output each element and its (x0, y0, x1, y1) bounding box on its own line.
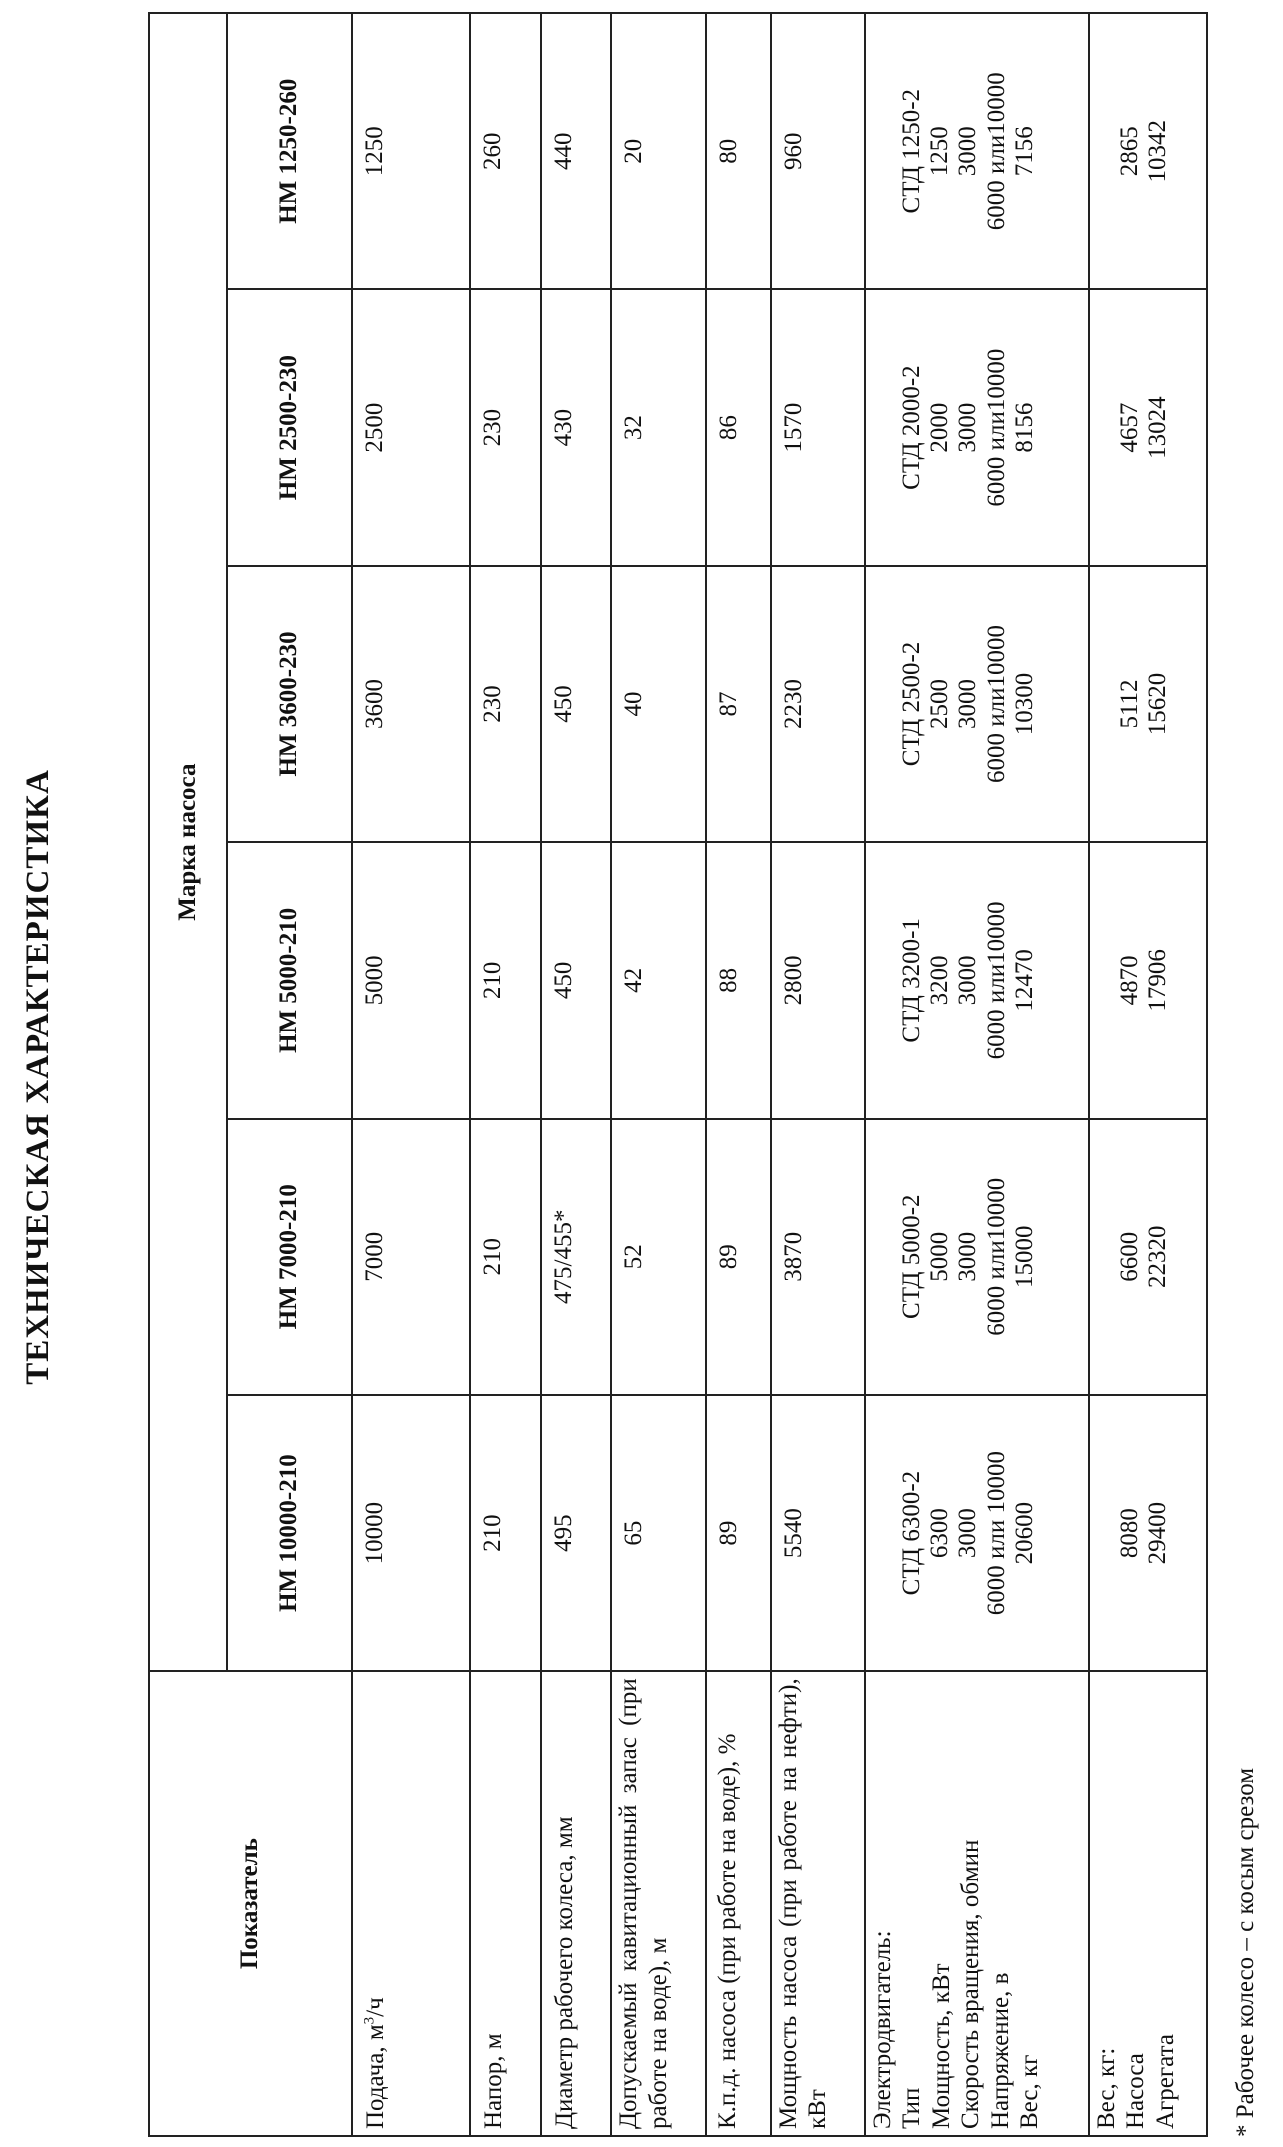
table-cell: 230 (470, 289, 541, 565)
motor-type: СТД 2000-2 (897, 365, 925, 490)
motor-weight: 20600 (1010, 1501, 1038, 1565)
weight-cell (1089, 566, 1207, 842)
table-row-motor (865, 13, 1089, 2136)
model-header: НМ 7000-210 (227, 1119, 352, 1395)
table-cell: 440 (541, 13, 612, 289)
model-header: НМ 10000-210 (227, 1395, 352, 1671)
table-row-weight (1089, 13, 1207, 2136)
table-cell: 430 (541, 289, 612, 565)
motor-cell (865, 1395, 1089, 1671)
weight-unit: 17906 (1144, 949, 1172, 1012)
motor-weight: 7156 (1010, 126, 1038, 177)
motor-speed: 3000 (954, 955, 982, 1006)
motor-power: 3200 (926, 955, 954, 1006)
table-row-efficiency (706, 13, 771, 2136)
table-cell: 5000 (352, 842, 470, 1118)
motor-speed: 3000 (954, 1231, 982, 1282)
motor-type: СТД 1250-2 (897, 88, 925, 214)
model-header: НМ 5000-210 (227, 842, 352, 1118)
motor-weight: 15000 (1010, 1225, 1038, 1288)
table-cell: 32 (611, 289, 705, 565)
row-label (1089, 1671, 1207, 2136)
motor-weight: 12470 (1010, 949, 1038, 1012)
label-sup: 3 (361, 2016, 378, 2025)
weight-pump: 8080 (1115, 1508, 1143, 1559)
motor-voltage: 6000 или10000 (982, 901, 1010, 1060)
weight-pump: 6600 (1115, 1231, 1143, 1282)
label-line: Мощность, кВт (927, 1963, 955, 2129)
motor-cell (865, 842, 1089, 1118)
weight-unit: 22320 (1144, 1225, 1172, 1288)
table-cell: 1250 (352, 13, 470, 289)
motor-weight: 8156 (1010, 402, 1038, 453)
motor-type: СТД 6300-2 (897, 1470, 925, 1596)
header-row-brand (149, 13, 227, 2136)
param-header: Показатель (149, 1671, 352, 2136)
table-cell: 960 (771, 13, 865, 289)
motor-voltage: 6000 или 10000 (982, 1450, 1010, 1616)
table-cell: 475/455* (541, 1119, 612, 1395)
motor-cell (865, 289, 1089, 565)
label-line: Тип (898, 2087, 926, 2129)
table-cell: 80 (706, 13, 771, 289)
label-line: Напряжение, в (986, 1972, 1014, 2129)
table-cell: 10000 (352, 1395, 470, 1671)
table-cell: 210 (470, 1395, 541, 1671)
motor-voltage: 6000 или10000 (982, 624, 1010, 783)
row-label (352, 1671, 470, 2136)
table-cell: 65 (611, 1395, 705, 1671)
label-text: Подача, м (361, 2024, 389, 2129)
table-cell: 86 (706, 289, 771, 565)
table-cell: 42 (611, 842, 705, 1118)
table-cell: 450 (541, 842, 612, 1118)
table-cell: 230 (470, 566, 541, 842)
table-cell: 3870 (771, 1119, 865, 1395)
motor-cell (865, 566, 1089, 842)
label-line: Скорость вращения, обмин (957, 1839, 985, 2129)
table-cell: 495 (541, 1395, 612, 1671)
weight-cell (1089, 1119, 1207, 1395)
motor-power: 2500 (926, 678, 954, 729)
weight-pump: 4870 (1115, 955, 1143, 1006)
motor-power: 6300 (926, 1508, 954, 1559)
motor-power: 5000 (926, 1231, 954, 1282)
label-line: Вес, кг (1016, 2054, 1044, 2129)
table-cell: 210 (470, 842, 541, 1118)
table-row-podacha (352, 13, 470, 2136)
motor-voltage: 6000 или10000 (982, 348, 1010, 507)
table-row-diameter (541, 13, 612, 2136)
table-cell: 89 (706, 1119, 771, 1395)
table-cell: 7000 (352, 1119, 470, 1395)
motor-weight: 10300 (1010, 672, 1038, 736)
table-cell: 87 (706, 566, 771, 842)
model-header: НМ 1250-260 (227, 13, 352, 289)
table-cell: 260 (470, 13, 541, 289)
motor-speed: 3000 (954, 678, 982, 729)
weight-pump: 2865 (1115, 126, 1143, 177)
motor-type: СТД 3200-1 (897, 918, 925, 1043)
weight-unit: 15620 (1144, 672, 1172, 736)
table-row-power (771, 13, 865, 2136)
table-cell: 1570 (771, 289, 865, 565)
table-cell: 40 (611, 566, 705, 842)
brand-header: Марка насоса (149, 13, 227, 1671)
row-label: Напор, м (470, 1671, 541, 2136)
table-cell: 450 (541, 566, 612, 842)
weight-cell (1089, 13, 1207, 289)
table-cell: 20 (611, 13, 705, 289)
label-line: Агрегата (1151, 2034, 1179, 2129)
motor-power: 2000 (926, 402, 954, 453)
table-cell: 52 (611, 1119, 705, 1395)
weight-unit: 29400 (1144, 1501, 1172, 1565)
weight-pump: 5112 (1115, 679, 1143, 729)
model-header: НМ 3600-230 (227, 566, 352, 842)
table-cell: 5540 (771, 1395, 865, 1671)
label-line: Насоса (1122, 2053, 1150, 2129)
weight-cell (1089, 1395, 1207, 1671)
table-cell: 88 (706, 842, 771, 1118)
weight-unit: 10342 (1144, 119, 1172, 183)
motor-speed: 3000 (954, 1508, 982, 1559)
motor-power: 1250 (926, 126, 954, 177)
row-label: Допускаемый кавитационный запас (при работе на воде), м (611, 1671, 705, 2136)
table-cell: 89 (706, 1395, 771, 1671)
motor-speed: 3000 (954, 402, 982, 453)
row-label: Диаметр рабочего колеса, мм (541, 1671, 612, 2136)
motor-type: СТД 5000-2 (897, 1194, 925, 1319)
table-row-napor (470, 13, 541, 2136)
spec-table (148, 12, 1208, 2137)
weight-unit: 13024 (1144, 396, 1172, 459)
motor-speed: 3000 (954, 126, 982, 177)
table-cell: 2230 (771, 566, 865, 842)
footnote: * Рабочее колесо – с косым срезом (1232, 1767, 1259, 2137)
motor-voltage: 6000 или10000 (982, 72, 1010, 231)
table-cell: 2500 (352, 289, 470, 565)
table-cell: 210 (470, 1119, 541, 1395)
page-title: ТЕХНИЧЕСКАЯ ХАРАКТЕРИСТИКА (20, 769, 56, 1385)
weight-cell (1089, 842, 1207, 1118)
row-label: К.п.д. насоса (при работе на воде), % (706, 1671, 771, 2136)
label-line: Электродвигатель: (868, 1930, 896, 2129)
table-cell: 2800 (771, 842, 865, 1118)
motor-cell (865, 1119, 1089, 1395)
weight-cell (1089, 289, 1207, 565)
motor-type: СТД 2500-2 (897, 641, 925, 767)
model-header: НМ 2500-230 (227, 289, 352, 565)
motor-cell (865, 13, 1089, 289)
table-row-cavitation (611, 13, 705, 2136)
weight-pump: 4657 (1115, 402, 1143, 453)
table-cell: 3600 (352, 566, 470, 842)
row-label: Мощность насоса (при работе на нефти), кВт (771, 1671, 865, 2136)
label-suffix: /ч (361, 1997, 389, 2017)
label-line: Вес, кг: (1092, 2047, 1120, 2129)
motor-voltage: 6000 или10000 (982, 1177, 1010, 1336)
row-label (865, 1671, 1089, 2136)
